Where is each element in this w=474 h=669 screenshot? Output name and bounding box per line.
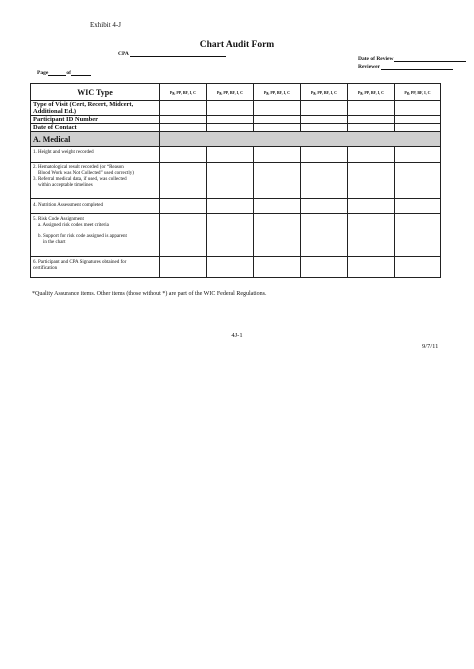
table-row — [31, 124, 441, 132]
cell[interactable] — [207, 163, 254, 199]
cell[interactable] — [301, 116, 348, 124]
of-blank[interactable] — [71, 70, 91, 76]
cell[interactable] — [254, 214, 301, 257]
wic-type-header: WIC Type — [31, 84, 160, 101]
reviewer-field — [358, 64, 453, 70]
cpa-blank[interactable] — [130, 51, 226, 57]
section-medical-title: A. Medical — [31, 132, 160, 147]
item-6: 6. Participant and CPA Signatures obtained for certification — [31, 257, 160, 278]
cell[interactable] — [348, 199, 395, 214]
cell[interactable] — [395, 147, 441, 163]
table-row — [31, 199, 441, 214]
cell[interactable] — [254, 163, 301, 199]
cell[interactable] — [301, 163, 348, 199]
cell[interactable] — [207, 257, 254, 278]
column-header-1: Pg, PP, BF, I, C — [160, 84, 207, 101]
column-header-5: Pg, PP, BF, I, C — [348, 84, 395, 101]
item-4: 4. Nutrition Assessment completed — [31, 199, 160, 214]
reviewer-label: Reviewer — [358, 64, 380, 70]
cell[interactable] — [207, 101, 254, 116]
column-header-6: Pg, PP, BF, I, C — [395, 84, 441, 101]
cell[interactable] — [160, 199, 207, 214]
cell[interactable] — [254, 147, 301, 163]
cell[interactable] — [207, 124, 254, 132]
form-title: Chart Audit Form — [199, 40, 275, 50]
cell[interactable] — [254, 124, 301, 132]
cpa-label: CPA — [118, 51, 129, 57]
cell[interactable] — [160, 124, 207, 132]
reviewer-blank[interactable] — [381, 64, 453, 70]
column-header-2: Pg, PP, BF, I, C — [207, 84, 254, 101]
cell[interactable] — [160, 214, 207, 257]
cell[interactable] — [254, 101, 301, 116]
date-of-review-label: Date of Review — [358, 56, 394, 62]
column-header-3: Pg, PP, BF, I, C — [254, 84, 301, 101]
of-label: of — [66, 70, 71, 76]
table-row — [31, 116, 441, 124]
cell[interactable] — [301, 124, 348, 132]
header-row — [31, 84, 441, 101]
cell[interactable] — [301, 257, 348, 278]
cell[interactable] — [301, 147, 348, 163]
cell[interactable] — [301, 199, 348, 214]
section-row — [31, 132, 441, 147]
cell[interactable] — [207, 116, 254, 124]
cell[interactable] — [395, 101, 441, 116]
page-label: Page — [37, 70, 49, 76]
cell[interactable] — [395, 199, 441, 214]
cell[interactable] — [160, 163, 207, 199]
cell[interactable] — [395, 214, 441, 257]
type-of-visit-label: Type of Visit (Cert, Recert, Midcert, Additional Ed.) — [31, 101, 160, 116]
cell[interactable] — [348, 124, 395, 132]
table-row — [31, 257, 441, 278]
page-field — [37, 70, 91, 76]
cell[interactable] — [348, 214, 395, 257]
cell[interactable] — [160, 116, 207, 124]
cell[interactable] — [301, 214, 348, 257]
cell[interactable] — [254, 116, 301, 124]
cell[interactable] — [395, 257, 441, 278]
cell[interactable] — [395, 124, 441, 132]
cell[interactable] — [395, 116, 441, 124]
revision-date: 9/7/11 — [422, 343, 439, 350]
audit-table — [30, 83, 441, 278]
item-2-3: 2. Hematological result recorded (or “Reason Blood Work was Not Collected” used correctly) 3. Referral medical data, if used, was collected within acceptable timelines — [31, 163, 160, 199]
cpa-field — [118, 51, 226, 57]
cell[interactable] — [207, 147, 254, 163]
cell[interactable] — [395, 163, 441, 199]
cell[interactable] — [348, 163, 395, 199]
item-1: 1. Height and weight recorded — [31, 147, 160, 163]
table-row — [31, 101, 441, 116]
cell[interactable] — [207, 214, 254, 257]
cell[interactable] — [160, 101, 207, 116]
cell[interactable] — [348, 116, 395, 124]
section-fill — [160, 132, 441, 147]
page-blank[interactable] — [48, 70, 66, 76]
cell[interactable] — [160, 147, 207, 163]
footnote: *Quality Assurance items. Other items (those without *) are part of the WIC Federal Regulations. — [32, 291, 267, 297]
cell[interactable] — [160, 257, 207, 278]
date-of-contact-label: Date of Contact — [31, 124, 160, 132]
cell[interactable] — [348, 101, 395, 116]
column-header-4: Pg, PP, BF, I, C — [301, 84, 348, 101]
date-of-review-blank[interactable] — [394, 56, 466, 62]
table-row — [31, 214, 441, 257]
exhibit-label: Exhibit 4-J — [90, 21, 121, 29]
participant-id-label: Participant ID Number — [31, 116, 160, 124]
table-row — [31, 147, 441, 163]
item-5: 5. Risk Code Assignment a. Assigned risk codes meet criteria b. Support for risk code assigned is apparent in the chart — [31, 214, 160, 257]
page-number: 4J-1 — [231, 332, 243, 339]
cell[interactable] — [207, 199, 254, 214]
cell[interactable] — [348, 257, 395, 278]
table-row — [31, 163, 441, 199]
date-of-review-field — [358, 56, 466, 62]
cell[interactable] — [348, 147, 395, 163]
cell[interactable] — [254, 199, 301, 214]
cell[interactable] — [301, 101, 348, 116]
cell[interactable] — [254, 257, 301, 278]
